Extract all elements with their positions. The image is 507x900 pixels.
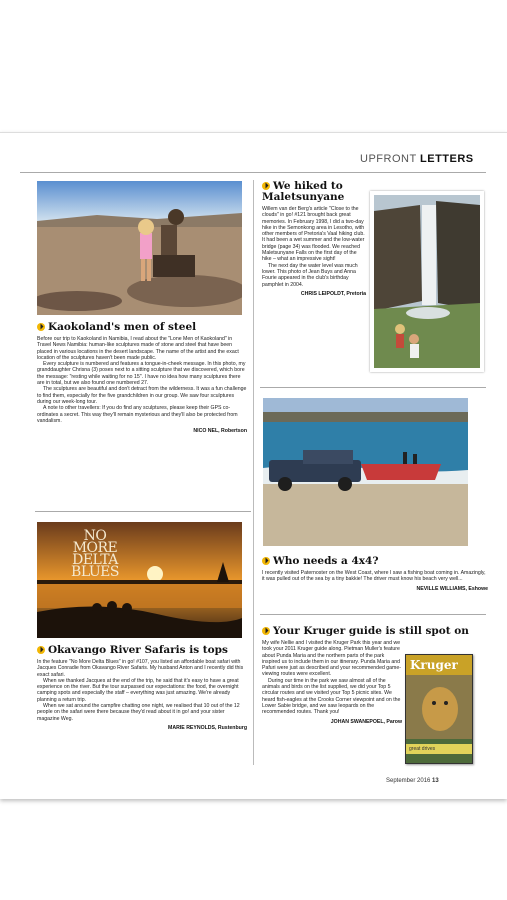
okavango-cover-text: NO MORE DELTA BLUES	[71, 528, 119, 580]
okavango-letter	[37, 645, 247, 731]
divider	[260, 614, 486, 615]
fourbyfour-body: I recently visited Paternoster on the West Coast, where I saw a fishing boat coming in. Amazingly, it was pulled out of the sea by a tiny bakkie! The driver must know his beach very well...	[262, 570, 486, 583]
kruger-cover-subtitle: great drives	[406, 744, 472, 754]
kaokoland-signature: NICO NEL, Robertson	[193, 428, 247, 435]
fourbyfour-title: Who needs a 4x4?	[262, 556, 488, 567]
page-footer	[386, 778, 439, 784]
waterfall-photo	[370, 191, 484, 372]
kaokoland-body: Before our trip to Kaokoland in Namibia, I read about the "Lone Men of Kaokoland" in Travel News Namibia: human-like sculptures made of stone and steel that have been placed in various locations in the desert landscape. The name of the artist and the exact location of the sculptures haven't been made public. Every sculpture is numbered and features a tongue-in-cheek message. In this photo, my granddaughter Chrisna (3) poses next to a sitting sculpture that we discovered, which bore the message: "resting while waiting for no 15". I have no idea how many sculptures there are in total, but we also found one numbered 27. The sculptures are beautiful and don't detract from the wilderness. It was a fun challenge to find them, especially for the five grandchildren in our group. We saw four sculptures during our week-long tour. A note to other travellers: If you do find any sculptures, please keep their GPS co-ordinates a secret. This way they'll remain mysterious and they'll also be protected from vandalism.	[37, 336, 247, 424]
maletsunyane-signature: CHRIS LEIPOLDT, Pretoria	[300, 290, 366, 297]
section-title: LETTERS	[420, 153, 474, 165]
section-header	[360, 153, 474, 165]
okavango-title: Okavango River Safaris is tops	[37, 645, 247, 656]
kaokoland-photo	[37, 181, 242, 315]
kruger-body: My wife Nellie and I visited the Kruger Park this year and we took your 2011 Kruger guide along. Pietman Muller's feature about Punda Maria and the northern parts of the park inspired us to include them in our itinerary. Punda Maria and Pafuri were just as described and your recommended game-viewing routes were excellent. During our time in the park we saw almost all of the animals and birds on the list supplied, we did your Top 5 circular routes and we visited your Top 5 picnic sites. We heard fish-eagles at the Crooks Corner viewpoint and on the Lower Sabie bridge, and we saw leopards on the recommended routes. Thank you!	[262, 640, 401, 716]
section-label: UPFRONT	[360, 153, 417, 165]
arrow-bullet-icon	[262, 627, 270, 635]
maletsunyane-body: Willem van der Berg's article "Close to the clouds" in go! #121 brought back great memories. In February 1998, I did a two-day hike in the Semonkong area in Lesotho, with other members of Pretoria's Vaal hiking club. It had been a wet summer and the low-water bridge (page 34) was flooded. We reached Maletsunyane Falls on the first day of the hike – what an impressive sight! The next day the water level was much lower. This photo of Jean Buys and Anna Fourie appeared in the club's birthday pamphlet in 2004.	[262, 206, 365, 288]
issue-date: September 2016	[386, 778, 431, 784]
page-number: 13	[432, 778, 439, 784]
arrow-bullet-icon	[262, 182, 270, 190]
boat-photo	[263, 398, 468, 546]
fourbyfour-letter	[262, 556, 488, 592]
maletsunyane-title: We hiked to Maletsunyane	[262, 180, 345, 203]
kruger-title: Your Kruger guide is still spot on	[262, 626, 492, 637]
kruger-guide-cover	[405, 654, 473, 764]
okavango-body: In the feature "No More Delta Blues" in go! #107, you listed an affordable boat safari with Jacques Conradie from Okavango River Safaris. My husband Anton and I recently did this exact safari. When we thanked Jacques at the end of the trip, he said that it's easy to have a great experience on the river. But the tour surpassed our expectations: the food, the overnight camping spots and especially the staff – everything was just amazing. We're already planning a return trip. When we sat around the campfire chatting one night, we realised that 10 out of the 12 people on the safari were there because they'd read about it in go! and your sister magazine Weg.	[37, 659, 244, 722]
divider	[35, 511, 251, 512]
column-divider	[253, 180, 254, 765]
maletsunyane-letter	[262, 181, 366, 297]
kruger-letter	[262, 625, 469, 725]
kruger-cover-title: Kruger	[406, 655, 472, 675]
arrow-bullet-icon	[37, 646, 45, 654]
kaokoland-letter	[37, 322, 247, 434]
kruger-signature: JOHAN SWANEPOEL, Parow	[330, 718, 402, 725]
okavango-signature: MARIE REYNOLDS, Rustenburg	[168, 724, 247, 731]
header-rule	[20, 172, 486, 173]
divider	[260, 387, 486, 388]
kaokoland-title: Kaokoland's men of steel	[37, 322, 247, 333]
fourbyfour-signature: NEVILLE WILLIAMS, Eshowe	[416, 585, 488, 592]
arrow-bullet-icon	[37, 323, 45, 331]
arrow-bullet-icon	[262, 557, 270, 565]
